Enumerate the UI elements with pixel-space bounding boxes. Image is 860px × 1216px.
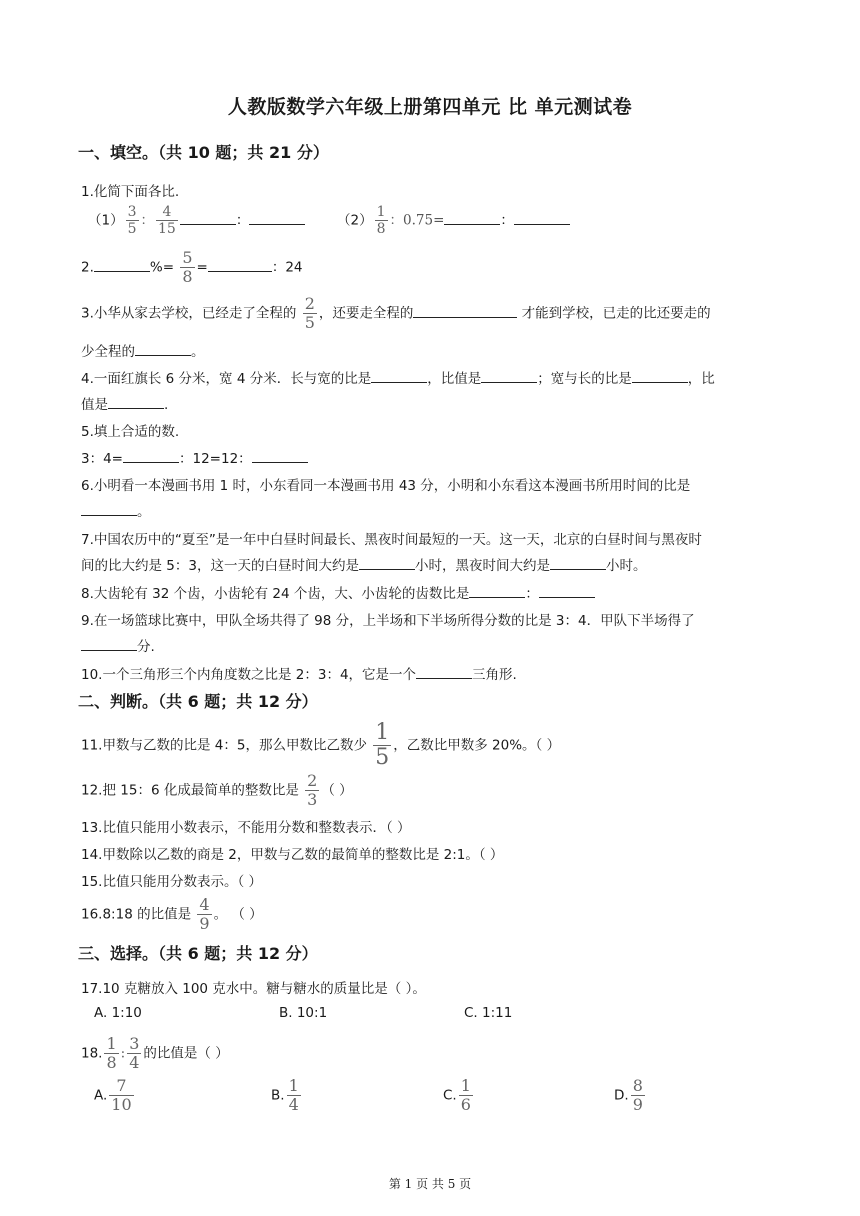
question-5-line-2: 3：4= ：12=12：: [81, 447, 308, 467]
answer-blank[interactable]: [180, 210, 236, 225]
question-7-line-2: 间的比大约是 5：3，这一天的白昼时间大约是 小时，黑夜时间大约是 小时。: [81, 554, 646, 574]
option-d[interactable]: D. $\frac{8}{9}$: [614, 1076, 643, 1114]
fraction: $\frac{4}{15}$: [158, 204, 176, 237]
option-a[interactable]: A. $\frac{7}{10}$: [94, 1076, 132, 1114]
section-2-heading: 二、判断。（共 6 题；共 12 分）: [78, 692, 318, 711]
question-16: 16.8:18 的比值是 $\frac{4}{9}$ 。 （ ）: [81, 895, 263, 933]
fraction: $\frac{1}{5}$: [375, 720, 390, 770]
fraction: $\frac{1}{4}$: [288, 1076, 299, 1114]
page-footer: 第 1 页 共 5 页: [388, 1177, 472, 1191]
answer-blank[interactable]: [123, 449, 179, 464]
question-1-part-1: （1） $\frac{3}{5}$ ： $\frac{4}{15}$ ：: [88, 205, 305, 236]
question-7: 7.中国农历中的“夏至”是一年中白昼时间最长、黑夜时间最短的一天。这一天，北京的白昼时间与黑夜时: [81, 532, 702, 548]
fraction: $\frac{2}{5}$: [304, 294, 315, 332]
answer-blank[interactable]: [539, 584, 595, 599]
question-14: 14.甲数除以乙数的商是 2，甲数与乙数的最简单的整数比是 2:1。（ ）: [81, 847, 504, 863]
answer-blank[interactable]: [550, 556, 606, 571]
fraction: $\frac{1}{6}$: [460, 1076, 471, 1114]
fraction: $\frac{1}{8}$: [106, 1034, 117, 1072]
page-title: 人教版数学六年级上册第四单元 比 单元测试卷: [227, 96, 633, 118]
answer-blank[interactable]: [208, 257, 272, 272]
question-17: 17.10 克糖放入 100 克水中。糖与糖水的质量比是（ ）。: [81, 981, 426, 997]
part-label: （1）: [88, 212, 124, 229]
question-3-line-2: 少全程的 。: [81, 340, 205, 360]
option-c[interactable]: C. $\frac{1}{6}$: [443, 1076, 471, 1114]
answer-blank[interactable]: [413, 303, 517, 318]
question-4: 4.一面红旗长 6 分米，宽 4 分米．长与宽的比是 ，比值是 ；宽与长的比是 ，比: [81, 367, 715, 387]
question-2: 2. %= $\frac{5}{8}$ = ：24: [81, 248, 303, 286]
answer-blank[interactable]: [135, 342, 191, 357]
question-5: 5.填上合适的数.: [81, 424, 180, 440]
answer-blank[interactable]: [94, 257, 150, 272]
question-3: 3.小华从家去学校，已经走了全程的 $\frac{2}{5}$ ，还要走全程的 才能到学校，已走的比还要走的: [81, 294, 711, 332]
fraction: $\frac{5}{8}$: [182, 248, 193, 286]
answer-blank[interactable]: [632, 369, 688, 384]
answer-blank[interactable]: [416, 665, 472, 680]
fraction: $\frac{3}{5}$: [127, 204, 137, 237]
answer-blank[interactable]: [359, 556, 415, 571]
section-1-heading: 一、填空。（共 10 题；共 21 分）: [78, 143, 329, 162]
fraction: $\frac{3}{4}$: [129, 1034, 140, 1072]
question-1-part-2: （2） $\frac{1}{8}$ ：0.75= ：: [337, 205, 570, 236]
answer-blank[interactable]: [81, 637, 137, 652]
question-18: 18. $\frac{1}{8}$ : $\frac{3}{4}$ 的比值是（ ）: [81, 1034, 229, 1072]
question-8: 8.大齿轮有 32 个齿，小齿轮有 24 个齿，大、小齿轮的齿数比是 ：: [81, 582, 595, 602]
fraction: $\frac{1}{8}$: [376, 204, 386, 237]
question-6: 6.小明看一本漫画书用 1 时，小东看同一本漫画书用 43 分，小明和小东看这本漫画书所用时间的比是: [81, 478, 691, 494]
question-9-line-2: 分.: [81, 635, 155, 655]
section-3-heading: 三、选择。（共 6 题；共 12 分）: [78, 944, 318, 963]
question-13: 13.比值只能用小数表示，不能用分数和整数表示．（ ）: [81, 820, 411, 836]
answer-blank[interactable]: [444, 210, 500, 225]
question-4-line-2: 值是 .: [81, 393, 168, 413]
fraction: $\frac{2}{3}$: [307, 771, 318, 809]
question-10: 10.一个三角形三个内角度数之比是 2：3：4，它是一个 三角形.: [81, 663, 517, 683]
question-6-line-2: 。: [81, 500, 151, 520]
answer-blank[interactable]: [252, 449, 308, 464]
answer-blank[interactable]: [108, 395, 164, 410]
question-12: 12.把 15：6 化成最简单的整数比是 $\frac{2}{3}$ （ ）: [81, 771, 353, 809]
fraction: $\frac{4}{9}$: [199, 895, 210, 933]
question-11: 11.甲数与乙数的比是 4：5，那么甲数比乙数少 $\frac{1}{5}$ ，乙数比甲数多 20%。（ ）: [81, 720, 561, 770]
option-c[interactable]: C. 1:11: [464, 1005, 513, 1021]
answer-blank[interactable]: [371, 369, 427, 384]
question-1: 1.化简下面各比.: [81, 184, 180, 200]
part-label: （2）: [337, 212, 373, 229]
answer-blank[interactable]: [81, 502, 137, 517]
fraction: $\frac{8}{9}$: [632, 1076, 643, 1114]
question-9: 9.在一场篮球比赛中，甲队全场共得了 98 分，上半场和下半场所得分数的比是 3：4．甲队下半场得了: [81, 613, 695, 629]
option-a[interactable]: A. 1:10: [94, 1005, 142, 1021]
question-15: 15.比值只能用分数表示。（ ）: [81, 874, 263, 890]
option-b[interactable]: B. 10:1: [279, 1005, 328, 1021]
answer-blank[interactable]: [249, 210, 305, 225]
answer-blank[interactable]: [469, 584, 525, 599]
fraction: $\frac{7}{10}$: [111, 1076, 132, 1114]
answer-blank[interactable]: [481, 369, 537, 384]
answer-blank[interactable]: [514, 210, 570, 225]
option-b[interactable]: B. $\frac{1}{4}$: [271, 1076, 299, 1114]
